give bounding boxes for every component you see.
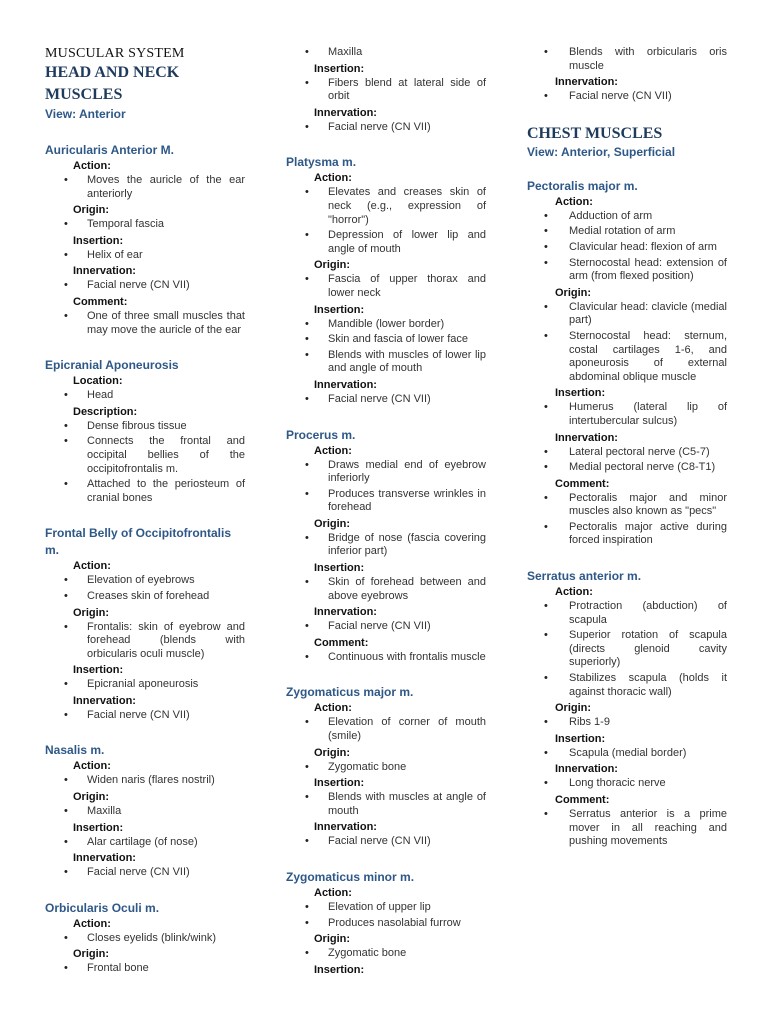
bullet-item: • Temporal fascia	[45, 218, 245, 232]
field-label: Origin:	[314, 259, 351, 272]
bullet-list	[45, 249, 245, 263]
bullet-item: • Creases skin of forehead	[45, 590, 245, 604]
bullet-list	[286, 532, 486, 559]
bullet-list	[45, 805, 245, 819]
field-label: Action:	[555, 586, 593, 599]
column-2-body	[286, 46, 486, 978]
bullet-list	[45, 574, 245, 603]
bullet-item: • Facial nerve (CN VII)	[45, 279, 245, 293]
bullet-list	[286, 186, 486, 256]
bullet-item: • Alar cartilage (of nose)	[45, 836, 245, 850]
field-label: Action:	[555, 195, 593, 208]
muscle-section	[286, 46, 486, 134]
muscle-heading: Epicranial Aponeurosis	[45, 358, 179, 373]
bullet-list	[45, 279, 245, 293]
bullet-item: • Elevation of corner of mouth (smile)	[286, 716, 486, 743]
bullet-list	[286, 46, 486, 60]
bullet-list	[527, 446, 727, 475]
field-label: Innervation:	[314, 378, 377, 391]
bullet-list	[286, 459, 486, 515]
field-label: Origin:	[555, 702, 592, 715]
bullet-item: • Facial nerve (CN VII)	[286, 835, 486, 849]
muscle-section	[286, 684, 486, 849]
muscle-section	[527, 568, 727, 849]
muscle-section	[286, 154, 486, 406]
bullet-item: • Clavicular head: flexion of arm	[527, 241, 727, 255]
bullet-item: • Fibers blend at lateral side of orbit	[286, 77, 486, 104]
field-label: Origin:	[73, 791, 110, 804]
muscle-heading: Zygomaticus major m.	[286, 685, 414, 700]
column-3-continuation	[527, 46, 727, 104]
bullet-list	[45, 389, 245, 403]
field-label: Action:	[314, 887, 352, 899]
field-label: Insertion:	[73, 234, 124, 247]
bullet-list	[45, 932, 245, 946]
field-label: Origin:	[314, 517, 351, 530]
bullet-list	[286, 791, 486, 818]
document-title: MUSCULAR SYSTEM	[45, 46, 185, 61]
bullet-item: • Serratus anterior is a prime mover in all reaching and pushing movements	[527, 808, 727, 849]
bullet-list	[45, 774, 245, 788]
bullet-item: • Maxilla	[286, 46, 486, 60]
bullet-item: • Blends with muscles at angle of mouth	[286, 791, 486, 818]
bullet-item: • Epicranial aponeurosis	[45, 678, 245, 692]
bullet-list	[286, 835, 486, 849]
field-label: Insertion:	[314, 303, 365, 316]
bullet-item: • Draws medial end of eyebrow inferiorly	[286, 459, 486, 486]
field-label: Insertion:	[73, 664, 124, 677]
bullet-item: • Sternocostal head: extension of arm (from flexed position)	[527, 257, 727, 284]
field-label: Action:	[73, 560, 111, 573]
field-label: Action:	[73, 917, 111, 930]
muscle-heading: Nasalis m.	[45, 743, 105, 758]
bullet-item: • Skin and fascia of lower face	[286, 333, 486, 347]
bullet-item: • Helix of ear	[45, 249, 245, 263]
bullet-list	[527, 210, 727, 284]
bullet-list	[527, 492, 727, 548]
bullet-list	[286, 393, 486, 407]
field-label: Origin:	[555, 286, 592, 299]
bullet-list	[286, 620, 486, 634]
bullet-item: • Mandible (lower border)	[286, 318, 486, 332]
bullet-item: • Sternocostal head: sternum, costal cartilages 1-6, and aponeurosis of external abdominal oblique muscle	[527, 330, 727, 384]
bullet-list	[45, 621, 245, 662]
bullet-list	[286, 576, 486, 603]
field-label: Comment:	[73, 295, 128, 308]
field-label: Origin:	[73, 606, 110, 619]
column-3-body	[527, 178, 727, 849]
bullet-item: • Widen naris (flares nostril)	[45, 774, 245, 788]
muscle-heading: Procerus m.	[286, 427, 356, 442]
column-2	[286, 46, 486, 998]
bullet-list	[286, 318, 486, 376]
bullet-item: • Head	[45, 389, 245, 403]
bullet-item: • Facial nerve (CN VII)	[527, 90, 727, 104]
column-3	[527, 46, 727, 869]
field-label: Origin:	[73, 948, 110, 961]
bullet-item: • Produces transverse wrinkles in forehead	[286, 488, 486, 515]
bullet-list	[45, 310, 245, 337]
field-label: Origin:	[314, 933, 351, 946]
bullet-list	[527, 600, 727, 699]
field-label: Comment:	[555, 794, 610, 806]
column-1	[45, 0, 245, 996]
muscle-heading: Frontal Belly of Occipitofrontalis m.	[45, 526, 232, 558]
bullet-item: • Lateral pectoral nerve (C5-7)	[527, 446, 727, 460]
field-label: Comment:	[314, 636, 369, 649]
bullet-item: • Zygomatic bone	[286, 947, 486, 961]
muscle-section	[45, 525, 245, 722]
field-label: Innervation:	[555, 763, 618, 776]
bullet-list	[45, 218, 245, 232]
bullet-item: • Clavicular head: clavicle (medial part)	[527, 301, 727, 328]
field-label: Innervation:	[555, 76, 618, 89]
bullet-item: • Attached to the periosteum of cranial bones	[45, 478, 245, 505]
bullet-item: • Depression of lower lip and angle of mouth	[286, 229, 486, 256]
section-heading-head-neck: HEAD AND NECK MUSCLES	[45, 64, 180, 103]
bullet-list	[286, 901, 486, 930]
field-label: Insertion:	[73, 821, 124, 834]
bullet-item: • Facial nerve (CN VII)	[286, 393, 486, 407]
field-label: Action:	[73, 760, 111, 773]
bullet-list	[527, 777, 727, 791]
bullet-item: • Produces nasolabial furrow	[286, 917, 486, 931]
bullet-item: • Fascia of upper thorax and lower neck	[286, 273, 486, 300]
view-label: View: Anterior	[45, 107, 126, 121]
bullet-item: • Bridge of nose (fascia covering inferior part)	[286, 532, 486, 559]
bullet-item: • Protraction (abduction) of scapula	[527, 600, 727, 627]
bullet-list	[45, 420, 245, 506]
field-label: Action:	[314, 702, 352, 715]
field-label: Innervation:	[73, 694, 136, 707]
bullet-list	[45, 678, 245, 692]
bullet-list	[286, 761, 486, 775]
column-1-body	[45, 142, 245, 976]
field-label: Origin:	[73, 204, 110, 217]
bullet-item: • Ribs 1-9	[527, 716, 727, 730]
muscle-section	[45, 742, 245, 879]
field-label: Insertion:	[314, 777, 365, 790]
bullet-item: • Dense fibrous tissue	[45, 420, 245, 434]
field-label: Insertion:	[314, 963, 365, 976]
field-label: Innervation:	[73, 265, 136, 278]
bullet-item: • Closes eyelids (blink/wink)	[45, 932, 245, 946]
bullet-item: • Medial pectoral nerve (C8-T1)	[527, 461, 727, 475]
field-label: Action:	[73, 160, 111, 172]
bullet-list	[286, 77, 486, 104]
bullet-list	[45, 866, 245, 880]
bullet-list	[527, 46, 727, 73]
field-label: Origin:	[314, 746, 351, 759]
bullet-item: • Facial nerve (CN VII)	[286, 121, 486, 135]
field-label: Comment:	[555, 477, 610, 490]
bullet-item: • Frontal bone	[45, 962, 245, 976]
view-label-chest: View: Anterior, Superficial	[527, 144, 676, 159]
bullet-item: • Medial rotation of arm	[527, 225, 727, 239]
bullet-item: • Pectoralis major active during forced inspiration	[527, 521, 727, 548]
bullet-item: • Moves the auricle of the ear anteriorly	[45, 174, 245, 201]
bullet-item: • Adduction of arm	[527, 210, 727, 224]
bullet-item: • Zygomatic bone	[286, 761, 486, 775]
muscle-heading: Auricularis Anterior M.	[45, 143, 174, 157]
field-label: Description:	[73, 405, 138, 418]
bullet-item: • Long thoracic nerve	[527, 777, 727, 791]
bullet-list	[286, 121, 486, 135]
bullet-item: • Facial nerve (CN VII)	[45, 866, 245, 880]
muscle-section	[45, 900, 245, 976]
bullet-item: • Elevation of eyebrows	[45, 574, 245, 588]
section-heading-chest: CHEST MUSCLES	[527, 124, 663, 142]
muscle-section	[527, 46, 727, 104]
bullet-list	[45, 709, 245, 723]
bullet-list	[527, 301, 727, 385]
field-label: Action:	[314, 172, 352, 185]
bullet-list	[286, 716, 486, 743]
muscle-section	[527, 178, 727, 548]
field-label: Innervation:	[555, 431, 618, 444]
bullet-item: • Continuous with frontalis muscle	[286, 651, 486, 665]
field-label: Action:	[314, 444, 352, 457]
bullet-item: • Humerus (lateral lip of intertubercular sulcus)	[527, 401, 727, 428]
bullet-item: • Facial nerve (CN VII)	[45, 709, 245, 723]
bullet-item: • Pectoralis major and minor muscles also known as "pecs"	[527, 492, 727, 519]
field-label: Innervation:	[314, 821, 377, 834]
bullet-list	[527, 716, 727, 730]
field-label: Innervation:	[314, 606, 377, 619]
field-label: Insertion:	[314, 562, 365, 575]
bullet-list	[286, 947, 486, 961]
bullet-item: • Blends with orbicularis oris muscle	[527, 46, 727, 73]
bullet-item: • Elevation of upper lip	[286, 901, 486, 915]
bullet-item: • Facial nerve (CN VII)	[286, 620, 486, 634]
bullet-list	[286, 651, 486, 665]
muscle-section	[286, 869, 486, 978]
bullet-list	[527, 401, 727, 428]
muscle-heading: Platysma m.	[286, 155, 357, 170]
field-label: Innervation:	[314, 106, 377, 119]
bullet-item: • Scapula (medial border)	[527, 747, 727, 761]
field-label: Insertion:	[555, 387, 606, 400]
field-label: Location:	[73, 375, 123, 388]
bullet-list	[527, 808, 727, 849]
muscle-heading: Orbicularis Oculi m.	[45, 900, 160, 915]
bullet-list	[45, 174, 245, 201]
muscle-section	[45, 142, 245, 337]
muscle-heading: Zygomaticus minor m.	[286, 870, 415, 884]
bullet-list	[286, 273, 486, 300]
muscle-section	[45, 357, 245, 505]
field-label: Insertion:	[555, 732, 606, 745]
bullet-item: • Stabilizes scapula (holds it against thoracic wall)	[527, 672, 727, 699]
bullet-item: • Maxilla	[45, 805, 245, 819]
bullet-item: • One of three small muscles that may move the auricle of the ear	[45, 310, 245, 337]
field-label: Insertion:	[314, 62, 365, 75]
muscle-heading: Serratus anterior m.	[527, 569, 642, 584]
bullet-item: • Skin of forehead between and above eyebrows	[286, 576, 486, 603]
bullet-list	[527, 747, 727, 761]
bullet-item: • Connects the frontal and occipital bellies of the occipitofrontalis m.	[45, 435, 245, 476]
field-label: Innervation:	[73, 852, 136, 865]
bullet-item: • Frontalis: skin of eyebrow and forehead (blends with orbicularis oculi muscle)	[45, 621, 245, 662]
muscle-heading: Pectoralis major m.	[527, 178, 638, 193]
bullet-item: • Superior rotation of scapula (directs glenoid cavity superiorly)	[527, 629, 727, 670]
bullet-item: • Elevates and creases skin of neck (e.g., expression of "horror")	[286, 186, 486, 227]
bullet-list	[45, 836, 245, 850]
muscle-section	[286, 427, 486, 665]
bullet-list	[527, 90, 727, 104]
bullet-item: • Blends with muscles of lower lip and angle of mouth	[286, 349, 486, 376]
bullet-list	[45, 962, 245, 976]
